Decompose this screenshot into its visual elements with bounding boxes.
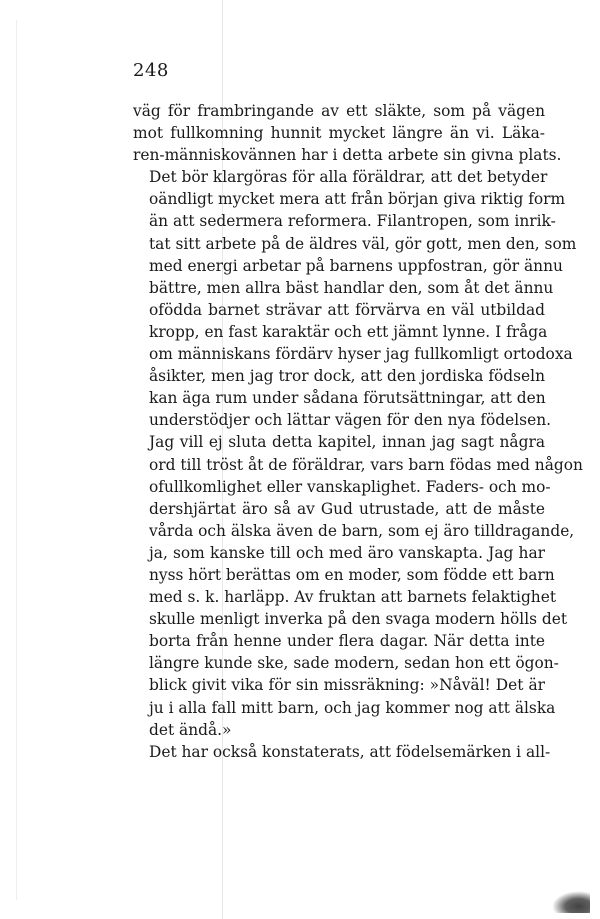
text-line: än att sedermera reformera. Filantropen, som inrik- — [149, 212, 556, 231]
paragraph — [133, 741, 551, 763]
scan-edge-line — [16, 20, 17, 900]
text-line: ren-människovännen har i detta arbete sin givna plats. — [133, 146, 562, 165]
text-line: oändligt mycket mera att från början giva riktig form — [149, 190, 566, 209]
scan-smudge — [552, 891, 590, 913]
text-line: bättre, men allra bäst handlar den, som åt det ännu — [149, 278, 554, 297]
page-number: 248 — [133, 60, 169, 81]
text-line: Jag vill ej sluta detta kapitel, innan jag sagt några — [149, 433, 545, 452]
text-line: längre kunde ske, sade modern, sedan hon ett ögon- — [149, 654, 559, 673]
text-line: kropp, en fast karaktär och ett jämnt lynne. I fråga — [149, 322, 548, 341]
text-line: kan äga rum under sådana förutsättningar, att den — [149, 389, 546, 408]
text-line: nyss hört berättas om en moder, som födde ett barn — [149, 565, 555, 584]
text-line: dershjärtat äro så av Gud utrustade, att de måste — [149, 499, 545, 518]
text-line: åsikter, men jag tror dock, att den jordiska födseln — [149, 367, 545, 386]
text-line: väg för frambringande av ett släkte, som på vägen — [133, 102, 545, 120]
text-line: med energi arbetar på barnens uppfostran, gör ännu — [149, 256, 563, 275]
body-text — [133, 100, 583, 763]
text-line: det ändå.» — [149, 720, 232, 739]
paragraph — [133, 166, 583, 740]
text-line: skulle menligt inverka på den svaga modern hölls det — [149, 610, 568, 629]
text-line: tat sitt arbete på de äldres väl, gör gott, men den, som — [149, 234, 577, 253]
text-line: mot fullkomning hunnit mycket längre än vi. Läka- — [133, 124, 545, 143]
paragraph — [133, 100, 562, 166]
text-line: ja, som kanske till och med äro vanskapta. Jag har — [149, 543, 545, 562]
text-line: med s. k. harläpp. Av fruktan att barnets felaktighet — [149, 588, 557, 607]
text-line: ofödda barnet strävar att förvärva en väl utbildad — [149, 300, 545, 319]
text-line: ju i alla fall mitt barn, och jag kommer nog att älska — [149, 698, 556, 717]
text-line: understödjer och lättar vägen för den nya födelsen. — [149, 411, 551, 430]
text-line: blick givit vika för sin missräkning: »Nåväl! Det är — [149, 676, 545, 695]
text-line: borta från henne under flera dagar. När detta inte — [149, 632, 545, 651]
text-line: ord till tröst åt de föräldrar, vars barn födas med någon — [149, 455, 583, 474]
text-line: vårda och älska även de barn, som ej äro tilldragande, — [149, 521, 575, 540]
text-line: Det bör klargöras för alla föräldrar, att det betyder — [149, 168, 548, 187]
text-line: Det har också konstaterats, att födelsemärken i all- — [149, 742, 551, 761]
text-line: om människans fördärv hyser jag fullkomligt ortodoxa — [149, 345, 573, 364]
text-line: ofullkomlighet eller vanskaplighet. Faders- och mo- — [149, 477, 551, 496]
